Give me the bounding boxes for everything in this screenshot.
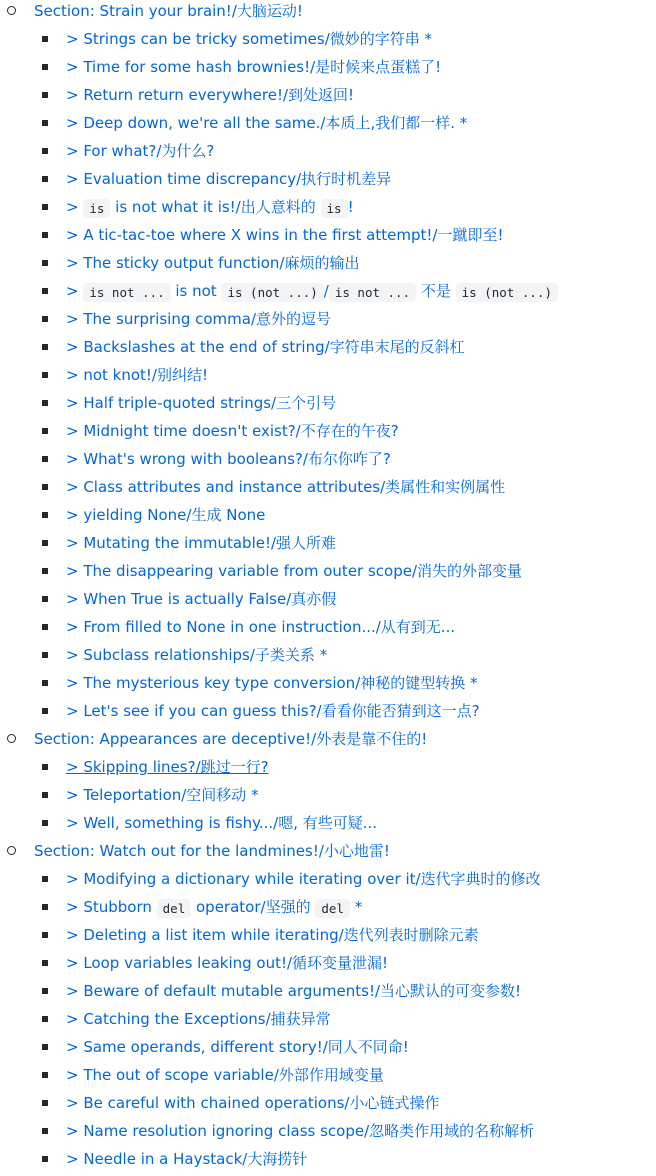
link-text: > For what?/为什么?: [66, 142, 215, 160]
square-bullet-icon: [42, 120, 48, 126]
square-bullet-icon: [42, 568, 48, 574]
list-item: [0, 952, 656, 980]
link-text: !: [347, 198, 354, 216]
link-text: > Be careful with chained operations/小心链式操作: [66, 1094, 440, 1112]
square-bullet-icon: [42, 904, 48, 910]
section-link-section-strain-your-brain[interactable]: Section: Strain your brain!/大脑运动!: [34, 2, 303, 20]
square-bullet-icon: [42, 64, 48, 70]
toc-item-link[interactable]: [66, 926, 479, 944]
list-item: [0, 364, 656, 392]
list-item: [0, 896, 656, 924]
square-bullet-icon: [42, 1156, 48, 1162]
square-bullet-icon: [42, 1100, 48, 1106]
list-item: [0, 756, 656, 784]
link-text: > The disappearing variable from outer scope/消失的外部变量: [66, 562, 523, 580]
list-item: [0, 1008, 656, 1036]
toc-item-link[interactable]: [66, 982, 521, 1000]
list-item: [0, 308, 656, 336]
toc-item-link[interactable]: [66, 450, 391, 468]
link-text: > Mutating the immutable!/强人所难: [66, 534, 337, 552]
list-item: [0, 784, 656, 812]
section-heading: [0, 728, 656, 756]
link-text: > Half triple-quoted strings/三个引号: [66, 394, 337, 412]
list-item: [0, 980, 656, 1008]
link-text: > Needle in a Haystack/大海捞针: [66, 1150, 308, 1168]
toc-item-link[interactable]: [66, 198, 354, 216]
list-item: [0, 336, 656, 364]
link-text: > Name resolution ignoring class scope/忽略类作用域的名称解析: [66, 1122, 535, 1140]
link-text: *: [349, 898, 363, 916]
square-bullet-icon: [42, 344, 48, 350]
toc-item-link[interactable]: [66, 506, 265, 524]
square-bullet-icon: [42, 92, 48, 98]
square-bullet-icon: [42, 1044, 48, 1050]
square-bullet-icon: [42, 316, 48, 322]
toc-item-link[interactable]: [66, 394, 336, 412]
section-group: [0, 728, 656, 840]
link-text: > Teleportation/空间移动 *: [66, 786, 259, 804]
link-text: >: [66, 198, 84, 216]
toc-item-link[interactable]: [66, 30, 432, 48]
link-text: > Same operands, different story!/同人不同命!: [66, 1038, 409, 1056]
toc-item-link[interactable]: [66, 1038, 409, 1056]
square-bullet-icon: [42, 624, 48, 630]
list-item: [0, 392, 656, 420]
toc-item-link[interactable]: [66, 898, 362, 916]
link-text: > Well, something is fishy.../嗯, 有些可疑...: [66, 814, 378, 832]
toc-item-link[interactable]: [66, 142, 214, 160]
list-item: [0, 1092, 656, 1120]
square-bullet-icon: [42, 36, 48, 42]
hollow-circle-bullet-icon: [7, 846, 16, 855]
toc-item-link[interactable]: [66, 534, 336, 552]
square-bullet-icon: [42, 820, 48, 826]
link-text: > The sticky output function/麻烦的输出: [66, 254, 360, 272]
square-bullet-icon: [42, 764, 48, 770]
list-item: [0, 700, 656, 728]
square-bullet-icon: [42, 932, 48, 938]
section-group: [0, 840, 656, 1176]
link-text: > Deleting a list item while iterating/迭代列表时删除元素: [66, 926, 479, 944]
square-bullet-icon: [42, 484, 48, 490]
inline-code: is (not ...): [456, 283, 558, 302]
link-text: > Skipping lines?/跳过一行?: [66, 758, 269, 776]
square-bullet-icon: [42, 596, 48, 602]
link-text: > Subclass relationships/子类关系 *: [66, 646, 328, 664]
section-heading: [0, 0, 656, 28]
square-bullet-icon: [42, 540, 48, 546]
link-text: > The surprising comma/意外的逗号: [66, 310, 332, 328]
list-item: [0, 476, 656, 504]
link-text: > Beware of default mutable arguments!/当心默认的可变参数!: [66, 982, 522, 1000]
toc-item-link[interactable]: [66, 1094, 439, 1112]
link-text: > Midnight time doesn't exist?/不存在的午夜?: [66, 422, 399, 440]
toc-item-link[interactable]: [66, 1010, 331, 1028]
list-item: [0, 812, 656, 840]
toc-item-link[interactable]: [66, 282, 558, 300]
link-text: >: [66, 282, 84, 300]
square-bullet-icon: [42, 400, 48, 406]
toc-item-link[interactable]: [66, 646, 327, 664]
list-item: [0, 1148, 656, 1176]
square-bullet-icon: [42, 960, 48, 966]
link-text: > Deep down, we're all the same./本质上,我们都一样. *: [66, 114, 468, 132]
list-item: [0, 560, 656, 588]
toc-item-link[interactable]: [66, 338, 465, 356]
square-bullet-icon: [42, 204, 48, 210]
toc-item-link[interactable]: [66, 590, 336, 608]
link-text: > yielding None/生成 None: [66, 506, 266, 524]
list-item: [0, 280, 656, 308]
list-item: [0, 112, 656, 140]
link-text: > From filled to None in one instruction.../从有到无...: [66, 618, 456, 636]
inline-code: is (not ...): [221, 283, 323, 302]
link-text: > Loop variables leaking out!/循环变量泄漏!: [66, 954, 389, 972]
link-text: > Class attributes and instance attributes/类属性和实例属性: [66, 478, 506, 496]
list-item: [0, 84, 656, 112]
section-link-section-watch-out-for-the-landmines[interactable]: Section: Watch out for the landmines!/小心地雷!: [34, 842, 390, 860]
toc-item-link[interactable]: [66, 366, 208, 384]
list-item: [0, 420, 656, 448]
square-bullet-icon: [42, 176, 48, 182]
square-bullet-icon: [42, 288, 48, 294]
link-text: is not: [170, 282, 222, 300]
toc-item-link[interactable]: [66, 1122, 534, 1140]
toc-item-link[interactable]: [66, 674, 478, 692]
inline-code: is not ...: [329, 283, 416, 302]
toc-item-link[interactable]: [66, 254, 359, 272]
list-item: [0, 1120, 656, 1148]
link-text: > A tic-tac-toe where X wins in the first attempt!/一蹴即至!: [66, 226, 504, 244]
hollow-circle-bullet-icon: [7, 734, 16, 743]
square-bullet-icon: [42, 428, 48, 434]
toc-item-link[interactable]: [66, 422, 399, 440]
link-text: > What's wrong with booleans?/布尔你咋了?: [66, 450, 391, 468]
inline-code: is: [321, 199, 348, 218]
square-bullet-icon: [42, 372, 48, 378]
link-text: > Backslashes at the end of string/字符串末尾的反斜杠: [66, 338, 465, 356]
section-heading: [0, 840, 656, 868]
list-item: [0, 168, 656, 196]
toc-item-link[interactable]: [66, 814, 377, 832]
link-text: > Time for some hash brownies!/是时候来点蛋糕了!: [66, 58, 442, 76]
link-text: > Modifying a dictionary while iterating over it/迭代字典时的修改: [66, 870, 541, 888]
list-item: [0, 644, 656, 672]
toc-item-link[interactable]: [66, 758, 269, 776]
toc-item-link[interactable]: [66, 478, 505, 496]
toc-item-link[interactable]: [66, 310, 331, 328]
hollow-circle-bullet-icon: [7, 6, 16, 15]
list-item: [0, 924, 656, 952]
square-bullet-icon: [42, 988, 48, 994]
toc-item-link[interactable]: [66, 86, 354, 104]
list-item: [0, 252, 656, 280]
link-text: > Evaluation time discrepancy/执行时机差异: [66, 170, 392, 188]
square-bullet-icon: [42, 708, 48, 714]
list-item: [0, 1064, 656, 1092]
link-text: > Strings can be tricky sometimes/微妙的字符串 *: [66, 30, 433, 48]
list-item: [0, 56, 656, 84]
list-item: [0, 588, 656, 616]
square-bullet-icon: [42, 148, 48, 154]
link-text: > When True is actually False/真亦假: [66, 590, 337, 608]
inline-code: del: [315, 899, 350, 918]
link-text: is not what it is!/出人意料的: [110, 198, 321, 216]
section-link-section-appearances-are-deceptive[interactable]: Section: Appearances are deceptive!/外表是靠不住的!: [34, 730, 428, 748]
inline-code: is not ...: [83, 283, 170, 302]
toc-item-link[interactable]: [66, 170, 391, 188]
toc-item-link[interactable]: [66, 786, 259, 804]
square-bullet-icon: [42, 1072, 48, 1078]
toc-item-link[interactable]: [66, 562, 522, 580]
square-bullet-icon: [42, 652, 48, 658]
toc-item-link[interactable]: [66, 702, 480, 720]
toc-item-link[interactable]: [66, 58, 441, 76]
list-item: [0, 532, 656, 560]
list-item: [0, 28, 656, 56]
square-bullet-icon: [42, 792, 48, 798]
toc-item-link[interactable]: [66, 114, 467, 132]
list-item: [0, 196, 656, 224]
toc-item-link[interactable]: [66, 1066, 384, 1084]
link-text: > The out of scope variable/外部作用域变量: [66, 1066, 384, 1084]
square-bullet-icon: [42, 232, 48, 238]
list-item: [0, 868, 656, 896]
list-item: [0, 224, 656, 252]
square-bullet-icon: [42, 680, 48, 686]
square-bullet-icon: [42, 1016, 48, 1022]
list-item: [0, 672, 656, 700]
toc-item-link[interactable]: [66, 226, 503, 244]
square-bullet-icon: [42, 876, 48, 882]
toc-item-link[interactable]: [66, 954, 388, 972]
toc-item-link[interactable]: [66, 870, 541, 888]
square-bullet-icon: [42, 1128, 48, 1134]
square-bullet-icon: [42, 260, 48, 266]
link-text: > Let's see if you can guess this?/看看你能否猜到这一点?: [66, 702, 480, 720]
list-item: [0, 1036, 656, 1064]
link-text: > Catching the Exceptions/捕获异常: [66, 1010, 331, 1028]
inline-code: del: [157, 899, 192, 918]
list-item: [0, 616, 656, 644]
list-item: [0, 140, 656, 168]
link-text: > The mysterious key type conversion/神秘的键型转换 *: [66, 674, 478, 692]
link-text: > Stubborn: [66, 898, 157, 916]
list-item: [0, 448, 656, 476]
list-item: [0, 504, 656, 532]
toc-item-link[interactable]: [66, 618, 455, 636]
link-text: /: [323, 282, 329, 300]
link-text: 不是: [416, 282, 456, 300]
link-text: > Return return everywhere!/到处返回!: [66, 86, 355, 104]
inline-code: is: [83, 199, 110, 218]
square-bullet-icon: [42, 512, 48, 518]
link-text: operator/坚强的: [191, 898, 316, 916]
toc-item-link[interactable]: [66, 1150, 307, 1168]
link-text: > not knot!/别纠结!: [66, 366, 209, 384]
square-bullet-icon: [42, 456, 48, 462]
